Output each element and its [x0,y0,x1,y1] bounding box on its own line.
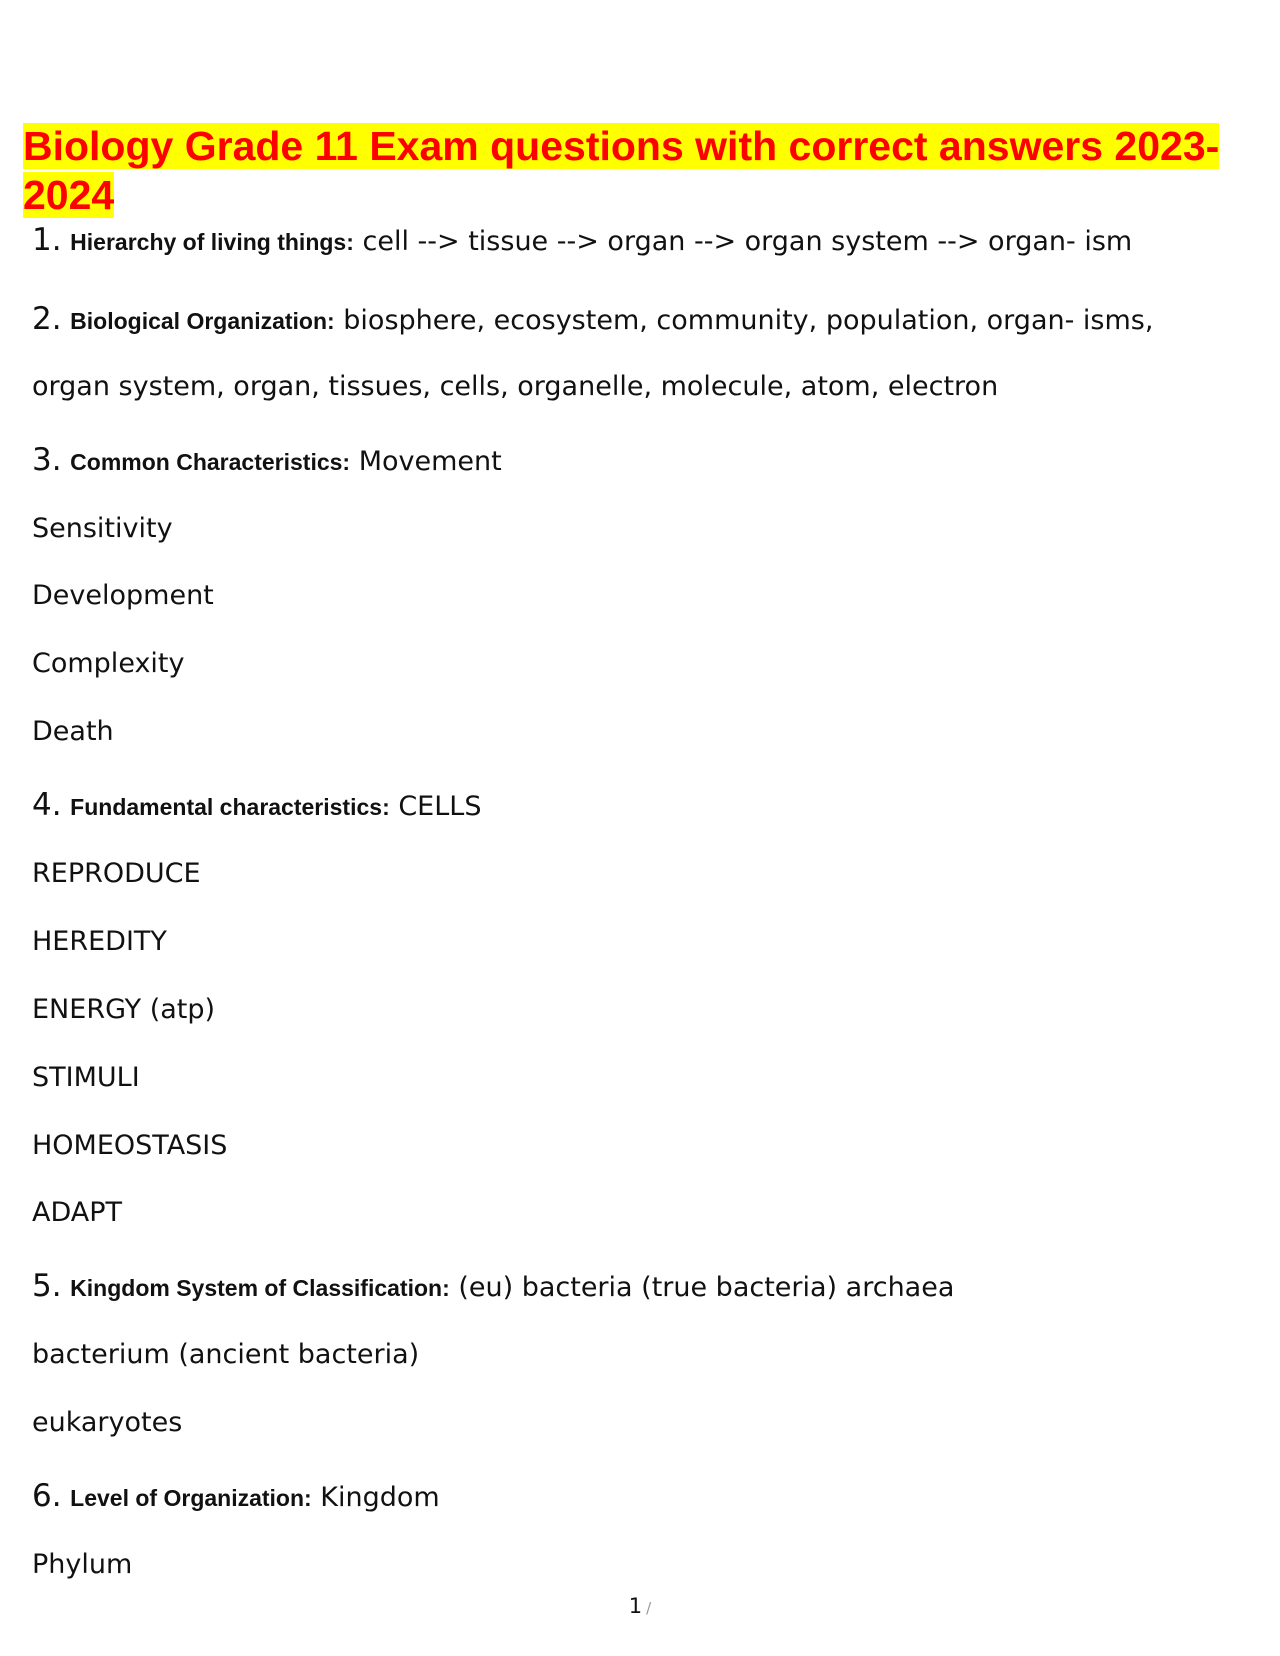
page-separator: / [646,1599,652,1617]
question-label: Common Characteristics: [70,449,351,475]
question-label: Hierarchy of living things: [70,229,354,255]
question-label: Biological Organization: [70,308,335,334]
answer-text: Movement [358,446,502,477]
title-text: Biology Grade 11 Exam questions with correct answers 2023-2024 [23,123,1220,218]
answer-line: ENERGY (atp) [32,994,216,1025]
question-item [32,788,481,824]
answer-text: CELLS [398,791,482,822]
question-number: 6. [32,1478,62,1514]
answer-line: Sensitivity [32,513,173,544]
answer-text: cell --> tissue --> organ --> organ system --> organ- ism [362,226,1133,257]
document-title [23,122,1253,220]
answer-line: eukaryotes [32,1407,183,1438]
question-item [32,1269,954,1305]
question-label: Fundamental characteristics: [70,794,390,820]
page-number [0,1594,1280,1618]
question-number: 5. [32,1268,62,1304]
answer-line: Death [32,716,114,747]
question-label: Kingdom System of Classification: [70,1275,450,1301]
question-item [32,302,1153,338]
answer-line: Phylum [32,1549,133,1580]
question-item [32,443,502,479]
question-item [32,1479,440,1515]
answer-text: (eu) bacteria (true bacteria) archaea [458,1272,955,1303]
answer-text: biosphere, ecosystem, community, population, organ- isms, [343,305,1154,336]
answer-line: STIMULI [32,1062,140,1093]
question-number: 1. [32,222,62,258]
question-item [32,223,1132,259]
answer-line: organ system, organ, tissues, cells, organelle, molecule, atom, electron [32,371,999,402]
answer-text: Kingdom [320,1482,440,1513]
answer-line: bacterium (ancient bacteria) [32,1339,420,1370]
answer-line: Complexity [32,648,185,679]
question-number: 3. [32,442,62,478]
question-number: 4. [32,787,62,823]
answer-line: HEREDITY [32,926,167,957]
question-label: Level of Organization: [70,1485,312,1511]
question-number: 2. [32,301,62,337]
answer-line: REPRODUCE [32,858,201,889]
answer-line: HOMEOSTASIS [32,1130,228,1161]
page-number-value: 1 [628,1594,643,1618]
answer-line: Development [32,580,214,611]
answer-line: ADAPT [32,1197,123,1228]
